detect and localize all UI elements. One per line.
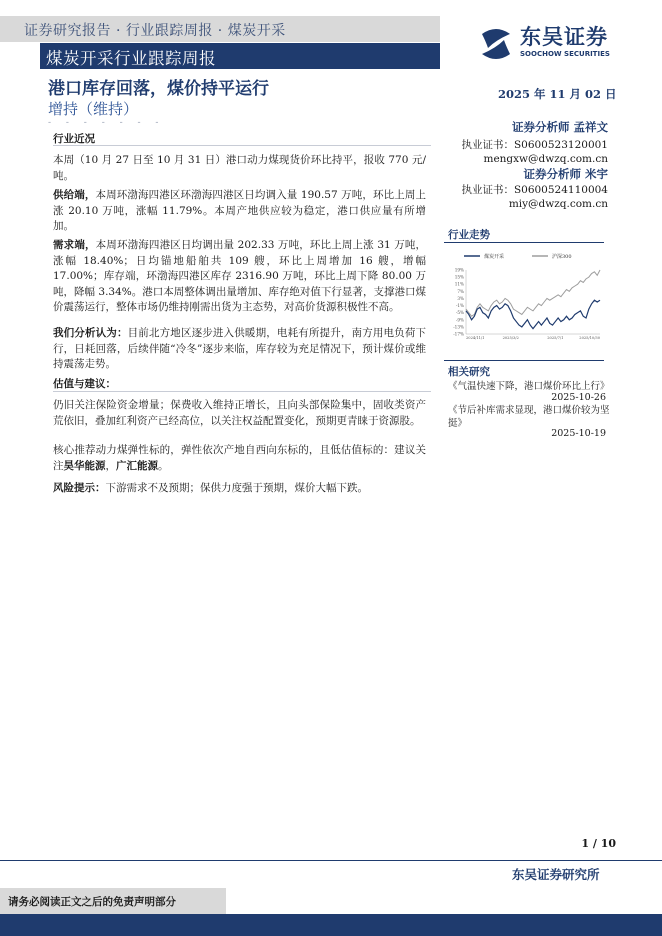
y-tick-label: 11% bbox=[454, 281, 464, 287]
company-logo bbox=[476, 22, 626, 66]
paragraph-demand bbox=[53, 238, 426, 316]
legend-label-coal: 煤炭开采 bbox=[484, 254, 505, 260]
breadcrumb: 证券研究报告 · 行业跟踪周报 · 煤炭开采 bbox=[24, 23, 286, 39]
legend-label-hs300: 沪深300 bbox=[552, 254, 572, 260]
y-tick-label: -13% bbox=[453, 324, 464, 330]
footer-institute: 东吴证券研究所 bbox=[512, 867, 600, 882]
report-series-bar bbox=[40, 43, 440, 69]
y-tick-label: 19% bbox=[454, 267, 464, 273]
stock-haohua: 昊华能源 bbox=[63, 459, 106, 472]
analysis-text: 目前北方地区逐步进入供暖期，电耗有所提升，南方用电负荷下行，日耗回落，后续伴随“冷冬”逐步来临，库存较为充足情况下，预计煤价或维持震荡走势。 bbox=[53, 327, 427, 370]
related-item-title[interactable]: 《气温快速下降，港口煤价环比上行》 bbox=[448, 381, 610, 392]
y-tick-label: 7% bbox=[457, 288, 464, 294]
report-headline: 港口库存回落，煤价持平运行 bbox=[48, 79, 269, 99]
supply-text: 本周环渤海四港区环渤海四港区日均调入量 190.57 万吨，环比上周上涨 20.10 万吨，涨幅 11.79%。本周产地供应较为稳定，港口供应量有所增加。 bbox=[53, 189, 426, 232]
logo-text-en: SOOCHOW SECURITIES bbox=[520, 50, 610, 58]
analyst-1-license: 执业证书：S0600523120001 bbox=[461, 139, 608, 151]
section-heading-valuation: 估值与建议： bbox=[53, 378, 116, 390]
heading-divider bbox=[53, 391, 431, 392]
report-series-title: 煤炭开采行业跟踪周报 bbox=[46, 49, 216, 68]
series-line-hs300 bbox=[466, 270, 600, 316]
disclaimer-text: 请务必阅读正文之后的免责声明部分 bbox=[8, 896, 176, 908]
stock-guanghui: 广汇能源 bbox=[116, 459, 158, 472]
decorative-dots: - - - - - - - bbox=[48, 118, 165, 128]
risk-label: 风险提示： bbox=[53, 482, 106, 494]
logo-text-cn: 东吴证券 bbox=[520, 25, 608, 49]
y-tick-label: -9% bbox=[455, 317, 464, 323]
section-heading-recent: 行业近况 bbox=[53, 133, 95, 145]
trend-divider bbox=[444, 242, 604, 243]
stock-end: 。 bbox=[158, 459, 169, 472]
paragraph-supply bbox=[53, 188, 426, 235]
related-item-title[interactable]: 《节后补库需求显现，港口煤价较为坚挺》 bbox=[448, 405, 610, 429]
paragraph-analysis bbox=[53, 326, 426, 373]
analyst-2-license: 执业证书：S0600524110004 bbox=[461, 184, 608, 196]
paragraph-core bbox=[53, 443, 426, 474]
trend-section-title: 行业走势 bbox=[448, 229, 490, 241]
x-tick-label: 2025/10/30 bbox=[579, 336, 600, 340]
stock-separator: ， bbox=[105, 459, 116, 472]
series-line-coal bbox=[466, 300, 600, 328]
analyst-1-role: 证券分析师 孟祥文 bbox=[511, 120, 608, 134]
y-tick-label: 15% bbox=[454, 274, 464, 280]
analyst-1-email[interactable]: mengxw@dwzq.com.cn bbox=[483, 153, 608, 165]
heading-divider bbox=[53, 145, 431, 146]
analyst-2-role: 证券分析师 米宇 bbox=[523, 167, 608, 181]
disclaimer-box bbox=[0, 888, 226, 914]
y-tick-label: -5% bbox=[455, 310, 464, 316]
core-prefix: 核心推荐动力煤弹性标的，弹性依次产地自西向东标的，且低估值标的：建议关注 bbox=[53, 444, 426, 472]
demand-label: 需求端， bbox=[53, 239, 96, 251]
x-tick-label: 2025/7/1 bbox=[547, 336, 564, 340]
related-item-date: 2025-10-26 bbox=[551, 392, 606, 403]
soochow-logo-icon bbox=[476, 24, 516, 64]
analyst-2-email[interactable]: miy@dwzq.com.cn bbox=[508, 198, 608, 210]
paragraph-valuation: 仍旧关注保险资金增量；保费收入维持正增长，且向头部保险集中，固收类资产荒依旧，叠加红利资产已经高位，以关注权益配置变化，预期更青睐于资源股。 bbox=[53, 399, 426, 427]
related-divider bbox=[444, 360, 604, 361]
y-tick-label: -17% bbox=[453, 331, 464, 337]
related-item-date: 2025-10-19 bbox=[551, 428, 606, 439]
paragraph-risk bbox=[53, 481, 426, 497]
x-tick-label: 2025/3/2 bbox=[502, 336, 519, 340]
risk-text: 下游需求不及预期；保供力度强于预期，煤价大幅下跌。 bbox=[105, 482, 368, 494]
x-tick-label: 2024/11/1 bbox=[466, 336, 485, 340]
report-date: 2025 年 11 月 02 日 bbox=[498, 87, 617, 101]
industry-trend-chart bbox=[444, 248, 604, 342]
rating: 增持（维持） bbox=[48, 100, 139, 118]
y-tick-label: -1% bbox=[455, 303, 464, 309]
breadcrumb-bar bbox=[0, 16, 440, 42]
page-number: 1 / 10 bbox=[581, 837, 616, 850]
footer-divider bbox=[0, 860, 662, 861]
y-tick-label: 3% bbox=[457, 295, 464, 301]
analysis-label: 我们分析认为： bbox=[53, 327, 128, 339]
bottom-bar bbox=[0, 914, 662, 936]
related-section-title: 相关研究 bbox=[448, 366, 490, 378]
demand-text: 本周环渤海四港区日均调出量 202.33 万吨，环比上周上涨 31 万吨，涨幅 18.40%；日均锚地船舶共 109 艘，环比上周增加 16 艘，增幅 17.00%；库存端，环渤海四港区库存 2316.90 万吨，环比上周下降 80.00 万吨，降幅 3.34%。港口本周整体调出量增加、库存绝对值下行显著，支撑港口煤价震荡运行，整体市场仍维持刚需出货为主态势，对高价货源积极性不高。 bbox=[53, 239, 427, 313]
supply-label: 供给端， bbox=[53, 189, 96, 201]
paragraph-recent: 本周（10 月 27 日至 10 月 31 日）港口动力煤现货价环比持平，报收 770 元/吨。 bbox=[53, 154, 426, 182]
